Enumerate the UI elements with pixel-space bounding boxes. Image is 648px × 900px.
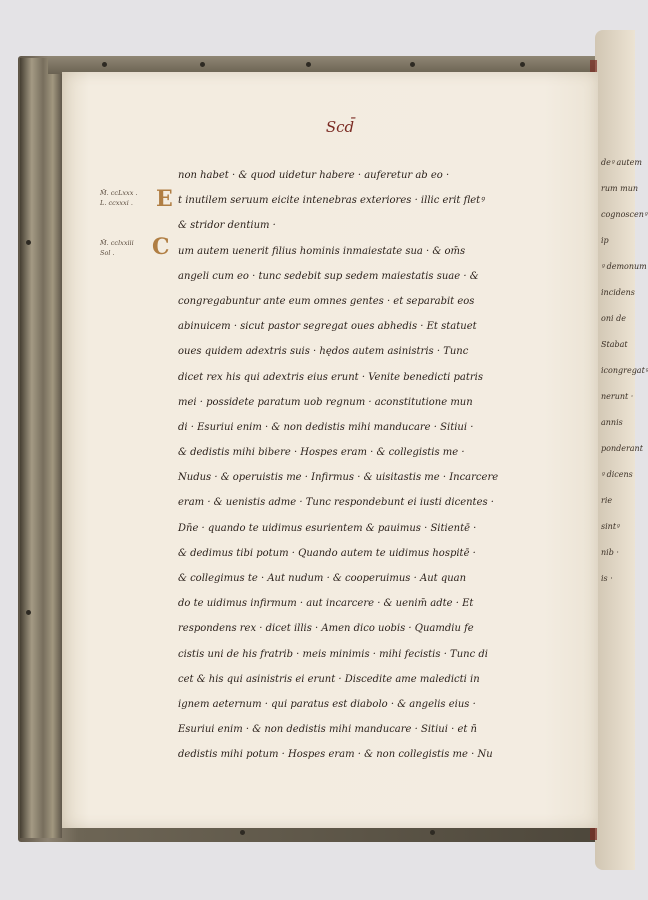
text-line: Esuriui enim · & non dedistis mihi manducare · Sitiui · et n̄ <box>178 724 477 736</box>
facing-line: is · <box>601 574 613 583</box>
text-line: do te uidimus infirmum · aut incarcere · & uenim̄ adte · Et <box>178 598 474 610</box>
text-line: ignem aeternum · qui paratus est diabolo · & angelis eius · <box>178 698 476 710</box>
text-line: cet & his qui asinistris ei erunt · Discedite ame maledicti in <box>178 673 480 685</box>
text-line: Nudus · & operuistis me · Infirmus · & uisitastis me · Incarcere <box>178 472 499 484</box>
rivet <box>240 830 245 835</box>
facing-line: ꝰ demonum <box>601 262 647 271</box>
rivet <box>200 62 205 67</box>
text-line: mei · possidete paratum uob regnum · aconstitutione mun <box>178 396 473 408</box>
text-line: um autem uenerit filius hominis inmaiestate sua · & om̄s <box>178 245 466 257</box>
facing-line: cognoscenꝰ <box>601 210 647 219</box>
rivet <box>102 62 107 67</box>
text-line: oues quidem adextris suis · hędos autem asinistris · Tunc <box>178 346 469 358</box>
text-line: angeli cum eo · tunc sedebit sup sedem maiestatis suae · & <box>178 270 479 282</box>
margin-note-line: L. ccxxxi . <box>100 199 133 207</box>
margin-note-line: M̄. ccLxxx . <box>100 189 138 197</box>
facing-page-text <box>601 150 648 592</box>
facing-line: nib · <box>601 548 619 557</box>
text-line: eram · & uenistis adme · Tunc respondebunt ei iusti dicentes · <box>178 497 494 509</box>
facing-line: ꝰ dicens <box>601 470 633 479</box>
margin-note-line: Sol . <box>100 249 115 257</box>
initial-letter: C <box>152 234 170 260</box>
facing-line: rie <box>601 496 613 505</box>
facing-line: rum mun <box>601 184 638 193</box>
facing-line: ip <box>601 236 609 245</box>
rivet <box>520 62 525 67</box>
initial-letter: E <box>156 186 173 212</box>
facing-line: ponderant <box>601 444 643 453</box>
rivet <box>430 830 435 835</box>
text-line: cistis uni de his fratrib · meis minimis · mihi fecistis · Tunc di <box>178 648 488 660</box>
text-line: non habet · & quod uidetur habere · auferetur ab eo · <box>178 170 450 181</box>
text-line: t inutilem seruum eicite intenebras exteriores · illic erit fletꝰ <box>178 195 485 207</box>
facing-line: annis <box>601 418 623 427</box>
text-line: dedistis mihi potum · Hospes eram · & non collegistis me · Nu <box>178 749 493 761</box>
manuscript-text <box>178 163 523 768</box>
rivet <box>26 610 31 615</box>
facing-line: sintꝰ <box>601 522 620 531</box>
facing-line: nerunt · <box>601 392 634 401</box>
text-line: abinuicem · sicut pastor segregat oues abhedis · Et statuet <box>178 321 477 333</box>
margin-note-line: M̄. cclxxiii <box>100 239 134 247</box>
text-line: & dedistis mihi bibere · Hospes eram · & collegistis me · <box>178 447 465 459</box>
book-spine <box>20 58 62 838</box>
text-line: & dedimus tibi potum · Quando autem te uidimus hospitē · <box>178 547 476 559</box>
margin-note <box>100 188 138 208</box>
text-line: & stridor dentium · <box>178 220 276 232</box>
facing-page <box>595 30 648 870</box>
rivet <box>26 240 31 245</box>
margin-note <box>100 238 134 258</box>
text-line: Dn̄e · quando te uidimus esurientem & pauimus · Sitientē · <box>178 522 477 534</box>
facing-line: oni de <box>601 314 626 323</box>
text-line: & collegimus te · Aut nudum · & cooperuimus · Aut quan <box>178 573 467 584</box>
facing-line: incidens <box>601 288 635 297</box>
facing-line: Stabat <box>601 340 628 349</box>
facing-line: icongregatꝰ <box>601 366 648 375</box>
facing-line: deꝰ autem <box>601 158 642 167</box>
rivet <box>410 62 415 67</box>
text-line: di · Esuriui enim · & non dedistis mihi manducare · Sitiui · <box>178 421 474 433</box>
text-line: dicet rex his qui adextris eius erunt · Venite benedicti patris <box>178 371 483 383</box>
running-head: Scd̄ <box>325 118 355 136</box>
text-line: congregabuntur ante eum omnes gentes · et separabit eos <box>178 295 475 307</box>
text-line: respondens rex · dicet illis · Amen dico uobis · Quamdiu fe <box>178 623 474 635</box>
rivet <box>306 62 311 67</box>
